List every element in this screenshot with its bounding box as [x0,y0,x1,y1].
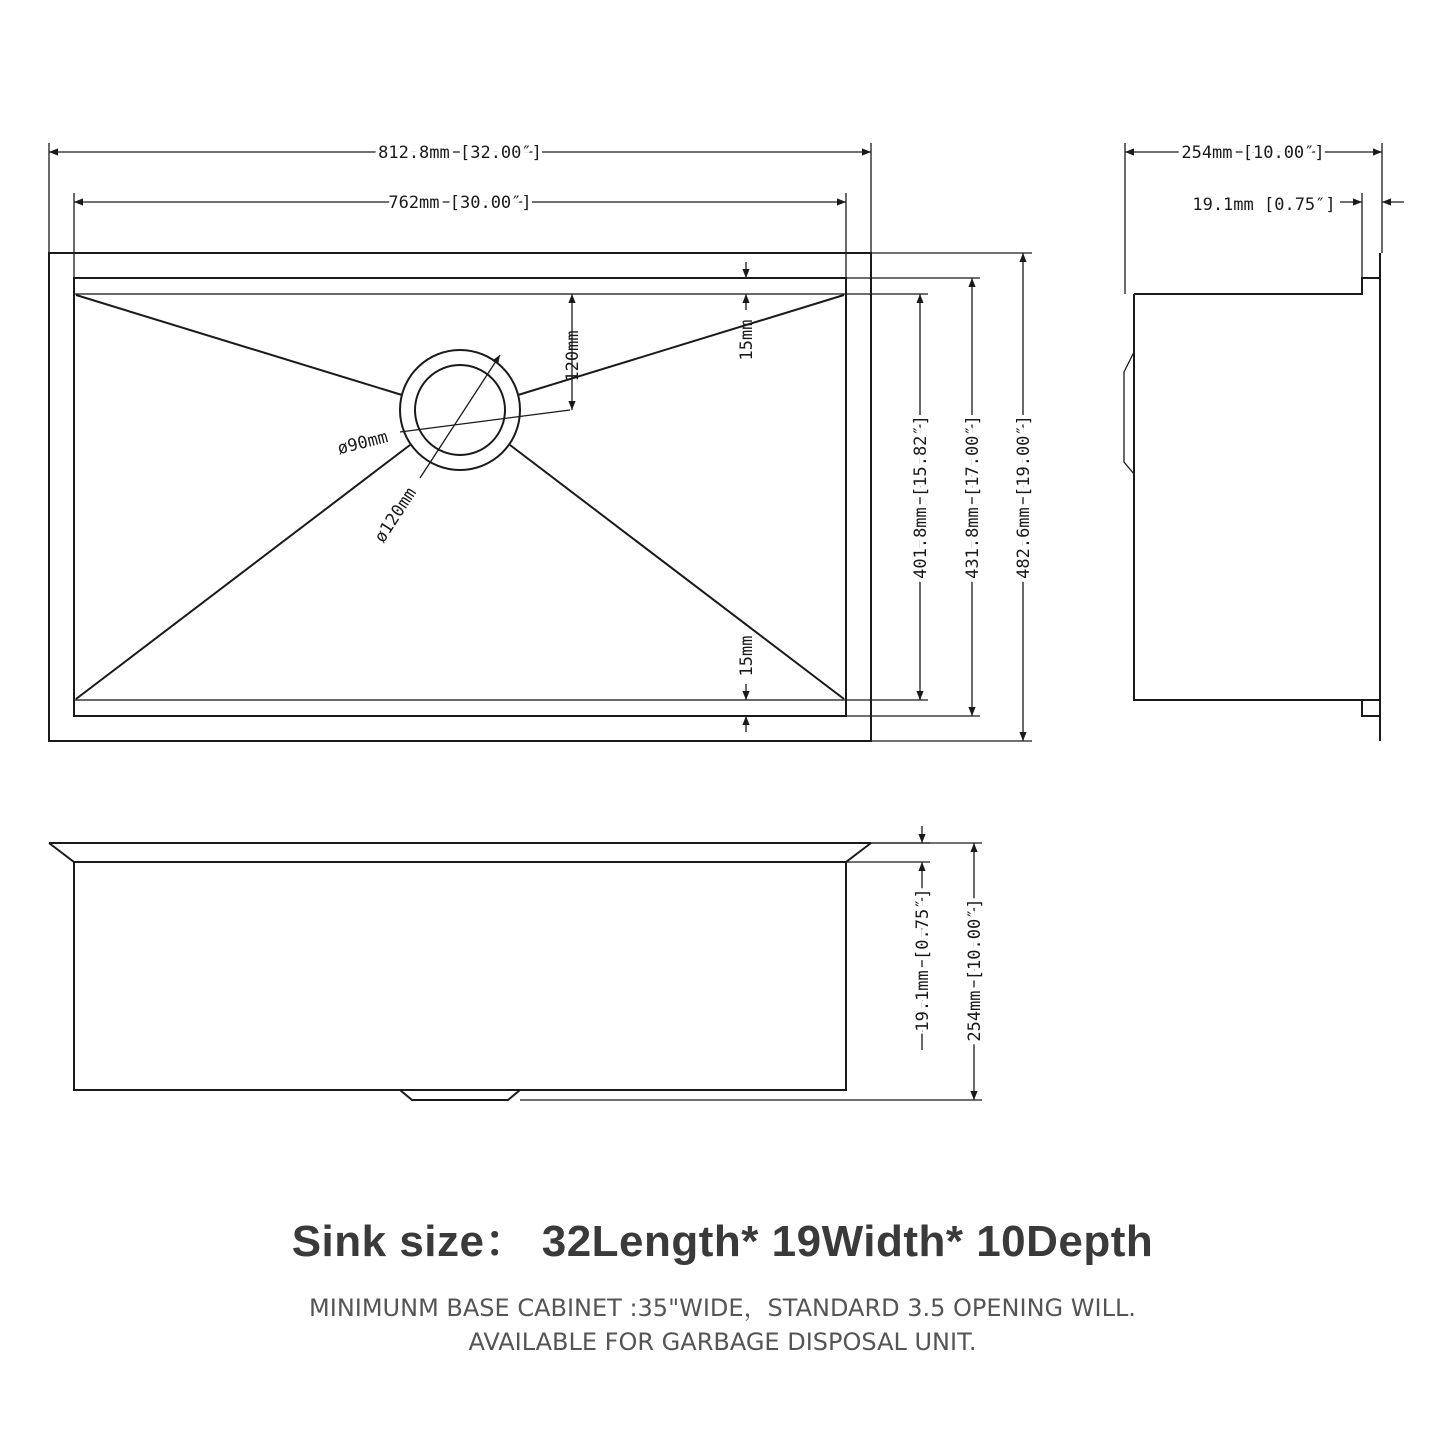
drain-diameter-leader [420,355,500,478]
front-bowl [74,862,846,1090]
bowl-length-label: 762mm [30.00″] [388,193,532,213]
front-flange-height-label: 19.1mm [0.75″] [913,888,933,1032]
bowl-outline [74,294,846,700]
front-view [49,826,985,1100]
flange-width-label: 431.8mm [17.00″] [963,415,983,579]
cabinet-note-line1: MINIMUNM BASE CABINET :35"WIDE，STANDARD 3.5 OPENING WILL. [309,1294,1136,1322]
front-flange [49,843,871,862]
bowl-width-label: 401.8mm [15.82″] [911,415,931,579]
drain-inner-ring [415,365,505,455]
flange-outline [74,278,846,716]
drain-inner-diameter-label: ø90mm [335,427,391,460]
side-depth-label: 254mm [10.00″] [1181,143,1325,163]
side-profile [1134,278,1380,716]
drain-outer-diameter-label: ø120mm [370,484,421,547]
cabinet-note-line2: AVAILABLE FOR GARBAGE DISPOSAL UNIT. [468,1328,977,1356]
overall-width-label: 482.6mm [19.00″] [1014,415,1034,579]
front-drain-outlet [400,1090,520,1100]
drain-diameter-leader [400,410,570,432]
slope-line [510,445,844,699]
drain-offset-label: 120mm [563,330,583,382]
ledge-top-label: 15mm [737,319,757,361]
drain-outer-ring [400,350,520,470]
side-view [1124,143,1404,741]
slope-line [76,295,402,395]
slope-line [76,445,410,699]
ledge-bottom-label: 15mm [737,635,757,677]
front-depth-label: 254mm [10.00″] [965,898,985,1042]
sink-size-title: Sink size： 32Length* 19Width* 10Depth [291,1217,1154,1266]
overall-length-label: 812.8mm [32.00″] [378,143,542,163]
side-drain-bump [1124,352,1134,474]
top-view [49,143,1034,741]
side-flange-thickness-label: 19.1mm [0.75″] [1192,195,1336,215]
